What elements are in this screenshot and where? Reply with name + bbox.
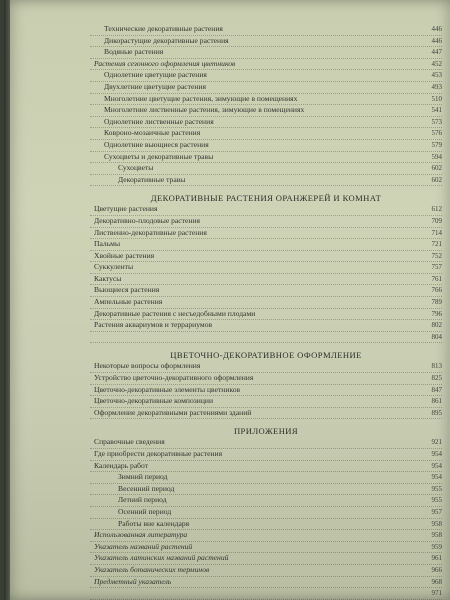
toc-entry [90,262,442,274]
toc-entry-page: 573 [431,117,442,126]
toc-entry-page: 959 [431,542,442,551]
toc-entry [90,128,442,140]
toc-entry [90,588,442,600]
toc-entry-page: 453 [431,71,442,80]
toc-entry-title: Справочные сведения [94,437,165,447]
toc-entry-title: Суккуленты [94,262,134,272]
toc-entry-title: Декоративно-плодовые растения [94,215,200,225]
toc-entry-title: Пальмы [94,239,121,249]
toc-entry [90,59,442,71]
toc-entry-title: Водяные растения [104,47,164,57]
toc-entry-page: 447 [431,48,442,57]
toc-entry [90,36,442,48]
toc-entry-title: Кактусы [94,273,122,283]
toc-entry [90,530,442,542]
toc-entry-title: Летний период [118,495,167,505]
toc-entry-page: 968 [431,577,442,586]
toc-entry-title: Ковроно-мозаичные растения [104,128,201,138]
toc-entry-page: 825 [431,374,442,383]
toc-entry [90,385,442,397]
toc-entry [90,507,442,519]
book-binding [4,0,10,600]
toc-entry-title: Указатель названий растений [94,541,193,551]
toc-entry [90,228,442,240]
toc-entry-title: Оформление декоративными растениями зданий [94,407,252,417]
toc-entry-page: 714 [431,228,442,237]
toc-entry [90,251,442,263]
toc-entry-page: 757 [431,263,442,272]
toc-entry-title: Декоративные растения с несъедобными плодами [94,308,256,318]
toc-entry [90,577,442,589]
toc-entry-page: 861 [431,397,442,406]
toc-entry [90,82,442,94]
toc-section-decoration [90,361,442,419]
section-heading-decoration: ЦВЕТОЧНО-ДЕКОРАТИВНОЕ ОФОРМЛЕНИЕ [170,350,362,361]
toc-entry [90,519,442,531]
toc-entry-page: 921 [431,438,442,447]
toc-entry-page: 954 [431,450,442,458]
toc-entry-title: Указатель ботанических терминов [94,564,210,574]
toc-entry-title: Растения аквариумов и террариумов [94,320,213,330]
toc-entry [90,140,442,152]
toc-entry [90,320,442,332]
toc-entry-title: Предметный указатель [94,576,172,586]
toc-entry-title: Лиственно-декоративные растения [94,227,207,237]
toc-entry [90,484,442,496]
toc-entry [90,332,442,344]
toc-entry-page: 955 [431,496,442,505]
toc-entry-title: Однолетние лиственные растения [104,116,214,126]
toc-entry-title: Технические декоративные растения [104,24,223,33]
toc-entry-page: 813 [431,362,442,371]
toc-entry-page: 721 [431,240,442,249]
toc-entry-title: Зимний период [118,472,168,482]
toc-entry [90,285,442,297]
toc-entry-page: 446 [431,36,442,45]
toc-entry-title: Растения сезонного оформления цветников [94,58,236,68]
toc-entry-page: 789 [431,298,442,307]
toc-entry [90,472,442,484]
toc-entry-page: 954 [431,473,442,482]
toc-entry-page: 493 [431,82,442,91]
toc-entry-title: Цветущие растения [94,204,158,214]
toc-entry [90,361,442,373]
toc-entry [90,297,442,309]
toc-entry-page: 510 [431,94,442,103]
toc-entry [90,239,442,251]
toc-entry-page: 796 [431,309,442,318]
toc-entry-title: Хвойные растения [94,250,155,260]
toc-entry [90,408,442,420]
toc-section-appendix [90,437,442,599]
toc-entry-title: Осенний период [118,506,172,516]
toc-entry-page: 766 [431,286,442,295]
toc-entry-title: Вьющиеся растения [94,285,160,295]
toc-entry-page: 761 [431,274,442,283]
toc-entry-page: 802 [431,321,442,330]
toc-entry-page: 804 [431,332,442,341]
toc-entry-page: 709 [431,216,442,225]
section-heading-greenhouse: ДЕКОРАТИВНЫЕ РАСТЕНИЯ ОРАНЖЕРЕЙ И КОМНАТ [150,193,382,204]
toc-entry-title: Сухоцветы и декоративные травы [104,151,214,161]
toc-entry-page: 958 [431,519,442,528]
toc-entry-title: Цветочно-декоративные элементы цветников [94,384,241,394]
toc-entry [90,105,442,117]
toc-entry [90,94,442,106]
toc-entry-title: Некоторые вопросы оформления [94,361,201,371]
toc-entry-title: Однолетние вьющиеся растения [104,139,209,149]
toc-entry [90,495,442,507]
toc-entry [90,24,442,36]
toc-entry-title: Где приобрести декоративные растения [94,449,223,458]
toc-entry-title: Дикорастущие декоративные растения [104,35,229,45]
toc-entry-title: Двухлетние цветущие растения [104,81,206,91]
toc-entry-page: 847 [431,385,442,394]
toc-section-plants-outdoor [90,24,442,186]
toc-entry-title: Декоративные травы [118,174,186,184]
toc-entry-title: Календарь работ [94,460,149,470]
toc-entry-page: 957 [431,507,442,516]
toc-entry-page: 955 [431,484,442,493]
toc-entry-page: 446 [431,25,442,33]
toc-entry-page: 576 [431,129,442,138]
toc-entry-title: Однолетние цветущие растения [104,70,207,80]
toc-entry-title: Работы вне календаря [118,518,190,528]
toc-entry [90,47,442,59]
toc-entry-page: 612 [431,205,442,214]
toc-entry [90,117,442,129]
toc-entry-title: Цветочно-декоративные композиции [94,396,214,406]
toc-entry [90,553,442,565]
toc-entry-page: 594 [431,152,442,161]
toc-entry [90,565,442,577]
toc-entry [90,152,442,164]
toc-entry [90,396,442,408]
toc-entry-page: 602 [431,175,442,184]
toc-entry-title: Многолетние цветущие растения, зимующие в помещениях [104,93,298,103]
toc-entry-title: Ампельные растения [94,297,163,307]
toc-entry-page: 971 [431,589,442,598]
table-of-contents [90,24,442,600]
toc-entry-title: Устройство цветочно-декоративного оформления [94,373,254,383]
toc-entry-page: 961 [431,554,442,563]
toc-entry-page: 895 [431,408,442,417]
toc-entry-page: 958 [431,531,442,540]
toc-entry [90,309,442,321]
toc-entry-title: Сухоцветы [118,163,154,173]
toc-entry [90,163,442,175]
toc-entry [90,175,442,187]
toc-entry-title: Весенний период [118,483,175,493]
toc-entry-page: 452 [431,59,442,68]
toc-entry-title: Указатель латинских названий растений [94,553,229,563]
toc-entry-page: 752 [431,251,442,260]
toc-entry-page: 541 [431,106,442,115]
toc-entry [90,449,442,461]
toc-entry-title: Использованная литература [94,530,188,540]
toc-entry [90,373,442,385]
toc-entry-page: 966 [431,565,442,574]
toc-entry [90,204,442,216]
toc-entry [90,274,442,286]
toc-entry [90,216,442,228]
toc-entry [90,437,442,449]
toc-entry-page: 954 [431,461,442,470]
toc-entry-page: 602 [431,164,442,173]
section-heading-appendix: ПРИЛОЖЕНИЯ [233,426,299,437]
toc-entry [90,70,442,82]
toc-entry-title: Многолетние лиственные растения, зимующие в помещениях [104,105,305,115]
toc-entry-page: 579 [431,140,442,149]
toc-section-greenhouse [90,204,442,343]
book-page [4,0,450,600]
toc-entry [90,542,442,554]
toc-entry [90,461,442,473]
